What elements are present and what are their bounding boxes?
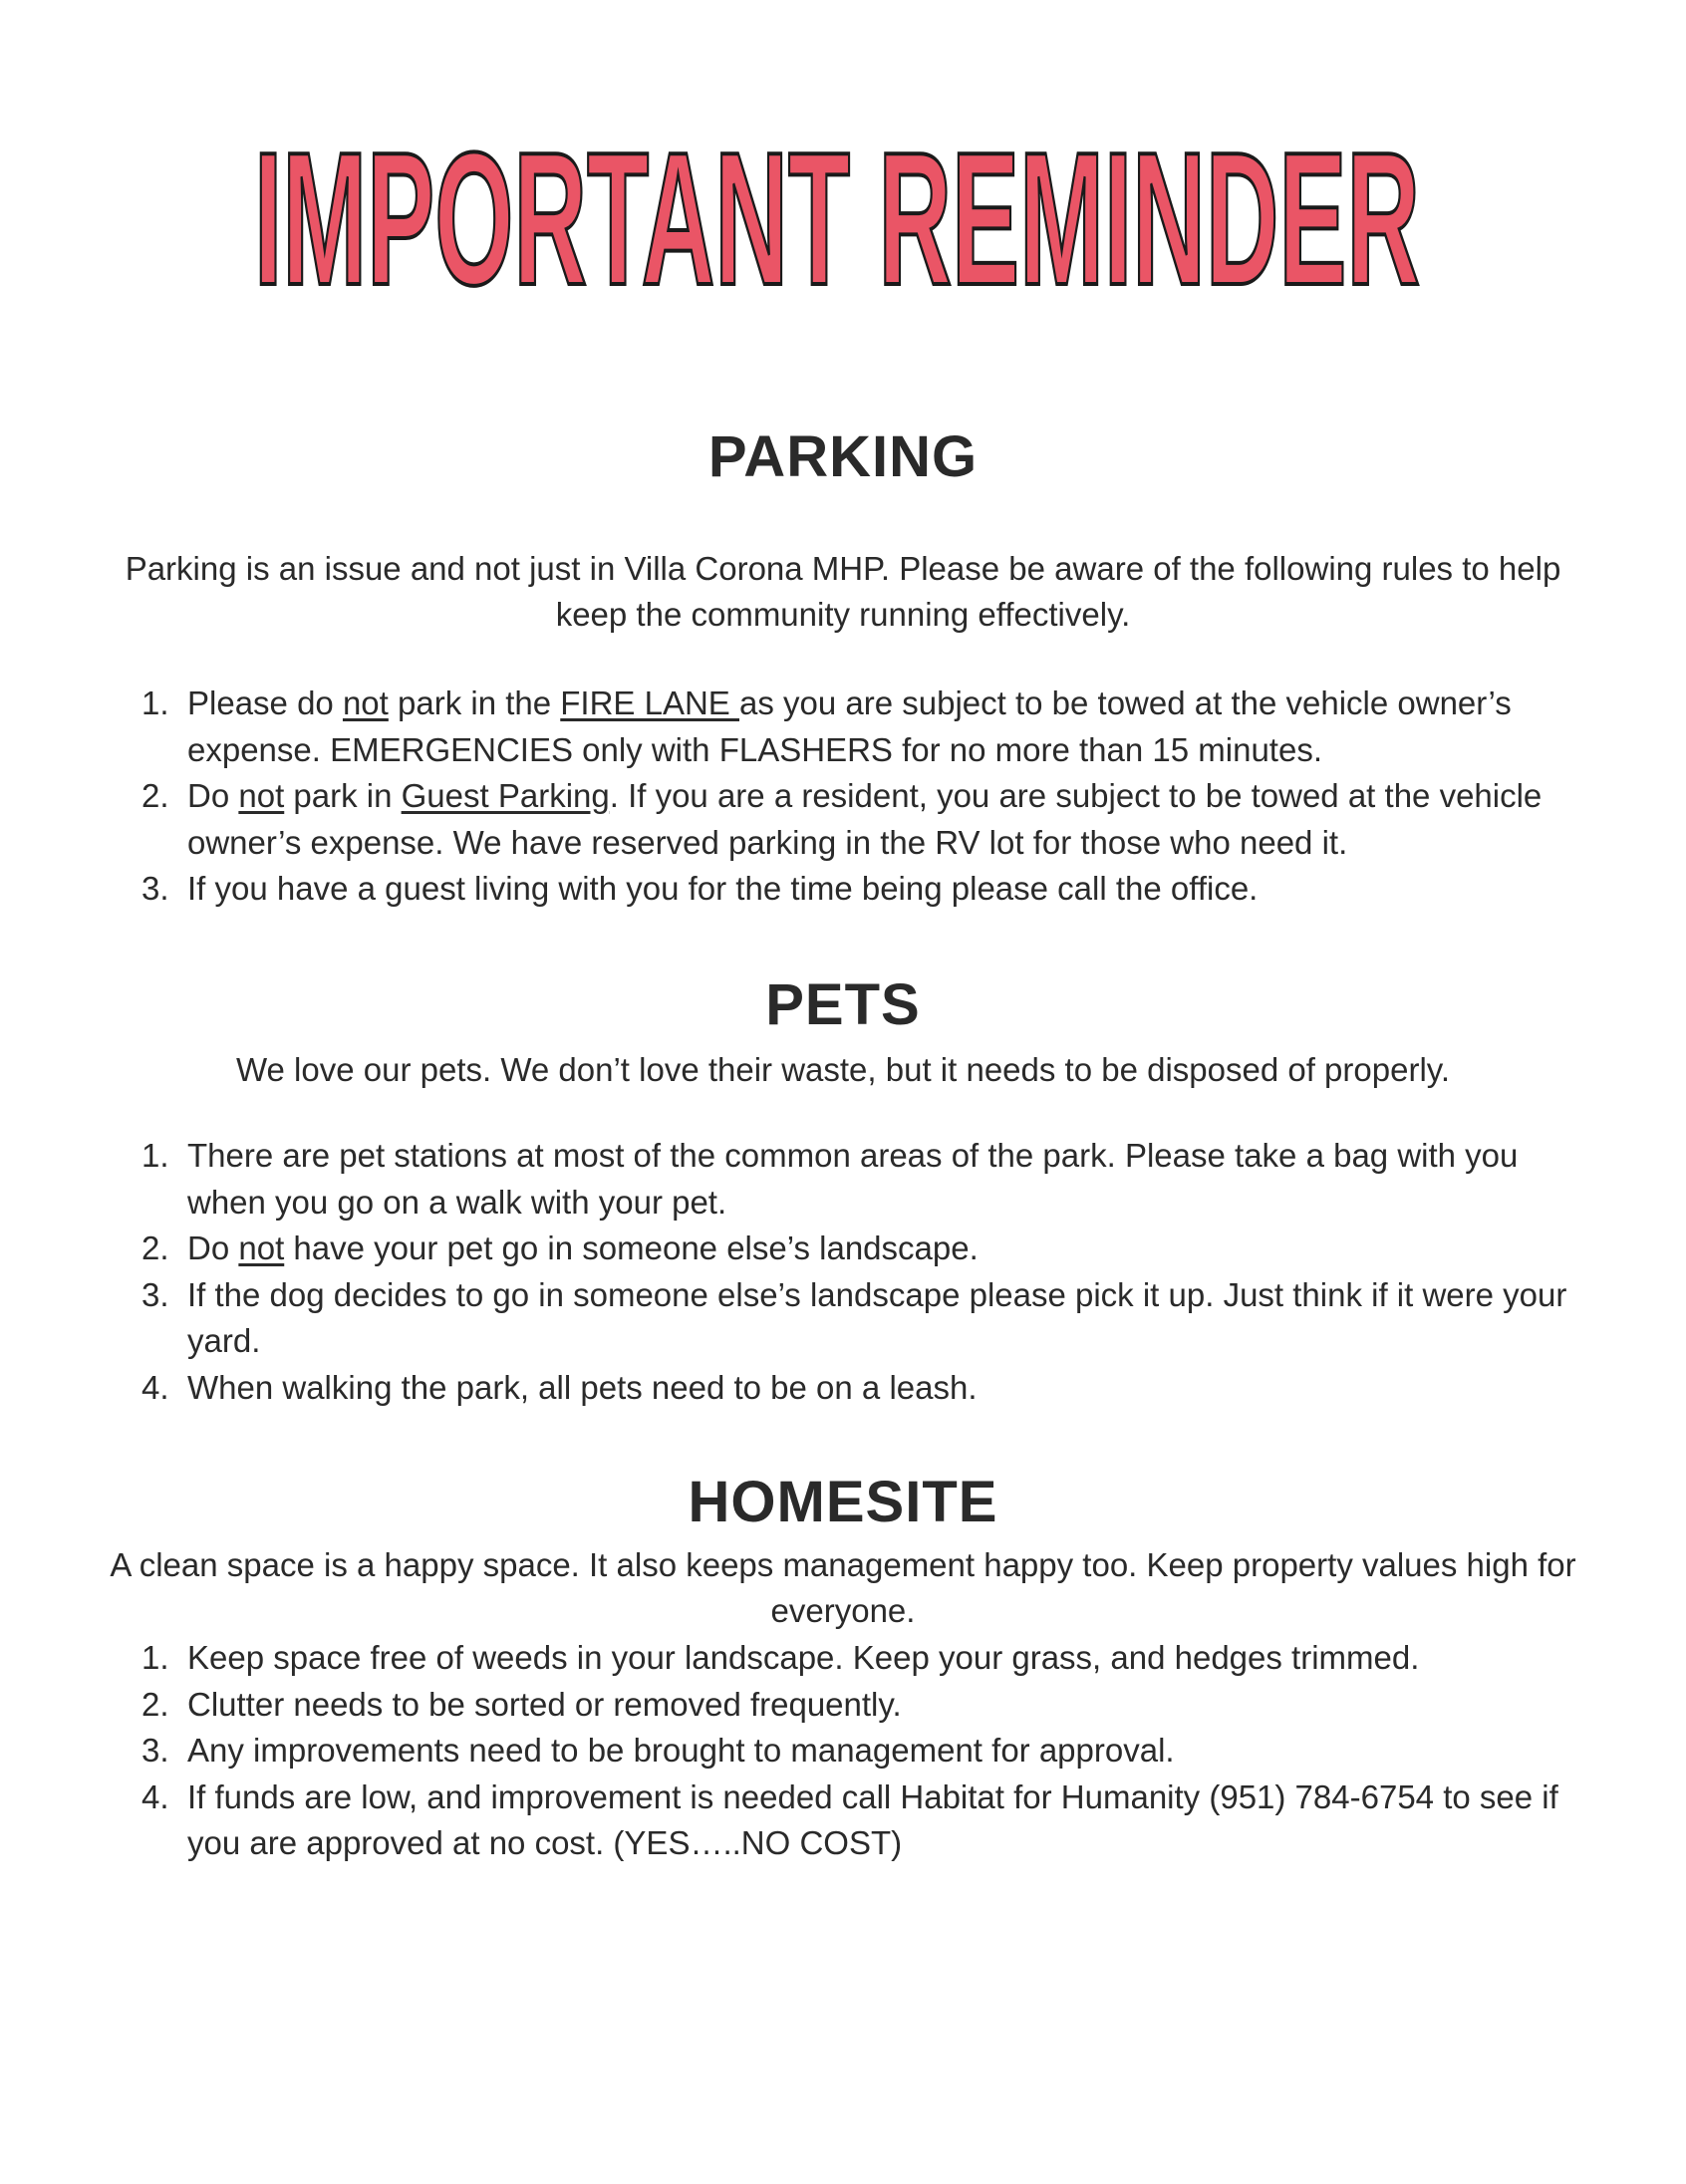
homesite-intro: A clean space is a happy space. It also keeps management happy too. Keep property values high for everyone.: [110, 1546, 1576, 1629]
item-text: park in the: [388, 684, 561, 721]
list-number: 1.: [141, 684, 169, 721]
list-item: [130, 1272, 1594, 1365]
list-item: [130, 1774, 1594, 1867]
item-text: There are pet stations at most of the common areas of the park. Please take a bag with you when you go on a walk with your pet.: [187, 1137, 1519, 1221]
list-number: 4.: [141, 1368, 169, 1406]
banner-wordart: [249, 95, 1425, 299]
emphasis-guest-parking: Guest Parking: [401, 777, 610, 814]
parking-rules-list: [130, 681, 1594, 913]
parking-intro: Parking is an issue and not just in Villa Corona MHP. Please be aware of the following rules to help keep the community running effectively.: [125, 550, 1561, 633]
list-number: 3.: [141, 870, 169, 907]
item-text: . If you are a resident, you are subject to be towed at the vehicle owner’s expense. We have reserved parking in the RV lot for those who need it.: [187, 777, 1543, 861]
item-text: If funds are low, and improvement is needed call Habitat for Humanity (951) 784-6754 to see if you are approved at no cost. (YES…..NO COST): [187, 1777, 1558, 1861]
item-text: When walking the park, all pets need to be on a leash.: [187, 1368, 978, 1406]
item-text: Do: [187, 777, 239, 814]
item-text: have your pet go in someone else’s landscape.: [284, 1229, 979, 1266]
list-item: [130, 866, 1594, 913]
homesite-heading: HOMESITE: [688, 1470, 998, 1534]
list-item: [130, 681, 1594, 773]
item-text: If the dog decides to go in someone else’s landscape please pick it up. Just think if it were your yard.: [187, 1275, 1567, 1359]
item-text: Keep space free of weeds in your landscape. Keep your grass, and hedges trimmed.: [187, 1639, 1420, 1676]
pets-intro: We love our pets. We don’t love their waste, but it needs to be disposed of properly.: [235, 1051, 1451, 1088]
list-item: [130, 1635, 1594, 1682]
item-text: Please do: [187, 684, 343, 721]
item-text: Do: [187, 1229, 239, 1266]
emphasis-not: not: [238, 1229, 285, 1266]
list-item: [130, 1728, 1594, 1774]
emphasis-fire-lane: FIRE LANE: [560, 684, 739, 721]
important-reminder-banner: [249, 95, 1425, 299]
banner-title: IMPORTANT REMINDER: [254, 114, 1420, 299]
list-number: 3.: [141, 1732, 169, 1769]
list-item: [130, 1365, 1594, 1412]
emphasis-not: not: [342, 684, 389, 721]
list-number: 2.: [141, 777, 169, 814]
list-number: 3.: [141, 1275, 169, 1313]
list-item: [130, 773, 1594, 866]
list-number: 2.: [141, 1229, 169, 1266]
list-number: 1.: [141, 1639, 169, 1676]
item-text: as you are subject to be towed at the vehicle owner’s expense. EMERGENCIES only with FLASHERS for no more than 15 minutes.: [187, 684, 1512, 768]
item-text: park in: [284, 777, 402, 814]
item-text: If you have a guest living with you for the time being please call the office.: [187, 870, 1259, 907]
pets-heading: PETS: [765, 972, 921, 1037]
list-item: [130, 1133, 1594, 1226]
pets-rules-list: [130, 1133, 1594, 1411]
item-text: Any improvements need to be brought to management for approval.: [187, 1732, 1175, 1769]
list-number: 2.: [141, 1685, 169, 1723]
list-item: [130, 1682, 1594, 1729]
list-item: [130, 1226, 1594, 1272]
list-number: 1.: [141, 1137, 169, 1174]
homesite-rules-list: [130, 1635, 1594, 1867]
emphasis-not: not: [238, 777, 285, 814]
parking-heading: PARKING: [707, 424, 979, 489]
item-text: Clutter needs to be sorted or removed frequently.: [187, 1685, 902, 1723]
list-number: 4.: [141, 1777, 169, 1815]
